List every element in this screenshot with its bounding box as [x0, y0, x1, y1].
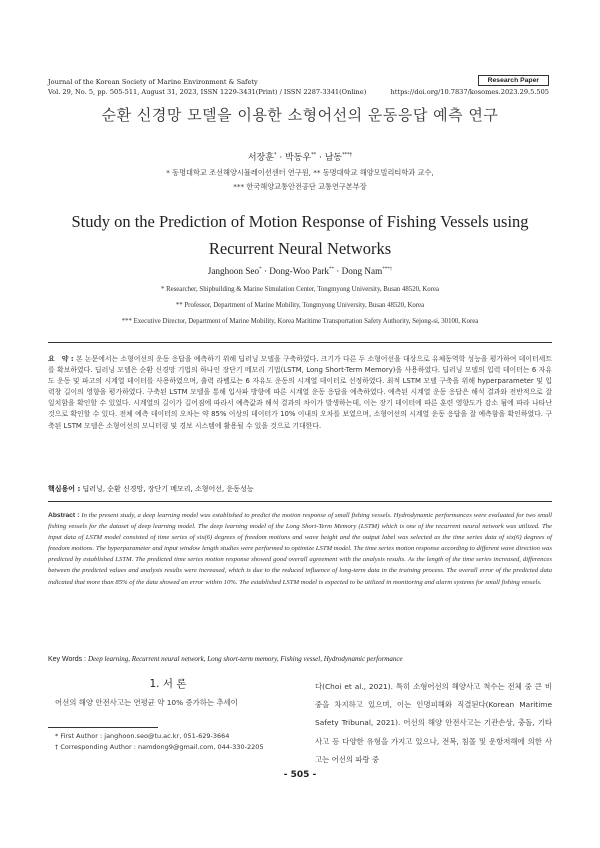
title-english-line-2: Recurrent Neural Networks — [208, 239, 392, 258]
abstract-english-text: In the present study, a deep learning model was established to predict the motion response of small fishing vessels. Hydrodynamic performances were evaluated for two small fishing vessels for the dataset of deep learning model. The deep learning model of the Long Short-Term Memory (LSTM) which is one of the recurrent neural network was utilized. The input data of LSTM model consisted of time series of six(6) degrees of freedom motions and wave height and the output label was selected as the time series data of six(6) degrees of freedom motions. The hyperparameter and input window length studies were performed to optimize LSTM model. The time series motion response according to different wave direction was predicted by established LSTM. The predicted time series motion response showed good overall agreement with the analysis results. As the length of the time series increased, differences between the predicted values and analysis results were increased, which is due to the reduced influence of long-term data in the training process. The overall error of the predicted data indicated that more than 85% of the data showed an error within 10%. The established LSTM model is expected to be utilized in monitoring and alarm systems for small fishing vessels. — [48, 512, 553, 586]
divider-middle — [48, 501, 552, 502]
author-3: 남동 — [324, 153, 343, 163]
title-english-line-1: Study on the Prediction of Motion Response of Fishing Vessels using — [71, 212, 529, 231]
footnote-corresponding-author: † Corresponding Author : namdong9@gmail.com, 044-330-2205 — [55, 743, 264, 751]
author-3-en-mark: ***† — [382, 266, 393, 272]
authors-english — [0, 266, 600, 276]
divider-top — [48, 342, 552, 343]
affiliation-english-2: ** Professor, Department of Marine Mobility, Tongmyong University, Busan 48520, Korea — [175, 302, 425, 309]
abstract-korean — [48, 354, 552, 432]
footnotes — [55, 731, 295, 753]
author-separator: · — [333, 266, 342, 276]
author-2-mark: ** — [311, 152, 317, 158]
author-separator: · — [261, 266, 270, 276]
body-column-left: 어선의 해양 안전사고는 연평균 약 10% 증가하는 추세이 — [55, 698, 238, 707]
research-paper-badge: Research Paper — [478, 75, 549, 86]
section-heading-introduction: 1. 서 론 — [149, 678, 187, 690]
author-1: 서장훈 — [247, 153, 274, 163]
affiliation-english-1: * Researcher, Shipbuilding & Marine Simulation Center, Tongmyong University, Busan 48520, Korea — [161, 286, 439, 293]
author-3-mark: ***† — [342, 152, 353, 158]
authors-korean — [0, 150, 600, 163]
abstract-korean-text: 본 논문에서는 소형어선의 운동 응답을 예측하기 위해 딥러닝 모델을 구축하였다. 크기가 다른 두 소형어선을 대상으로 유체동역학 성능을 평가하여 데이터세트를 확보하였다. 딥러닝 모델은 순환 신경망 기법의 하나인 장단기 메모리 기법(LSTM, Long Short-Term Memory)을 사용하였다. 딥러닝 모델의 입력 데이터는 6 자유도 운동 및 파고의 시계열 데이터를 사용하였으며, 출력 라벨로는 6 자유도 운동의 시계열 데이터로 선정하였다. 최적 LSTM 모델 구축을 위해 hyperparameter 및 입력창 길이의 영향을 평가하였다. 구축된 LSTM 모델을 통해 입사파 방향에 따른 시계열 운동 응답을 예측하였다. 예측된 시계열 운동 응답은 해석 결과와 전반적으로 잘 일치함을 확인할 수 있었다. 시계열의 길이가 길어짐에 따라서 예측값과 해석 결과의 차이가 발생하는데, 이는 장기 데이터에 따른 훈련 영향도가 감소 됨에 따라 나타난 것으로 확인할 수 있다. 전체 예측 데이터의 오차는 약 85% 이상의 데이터가 10% 이내의 오차를 보였으며, 소형어선의 시계열 운동 응답을 잘 예측함을 확인하였다. 구축된 LSTM 모델은 소형어선의 모니터링 및 경보 시스템에 활용될 수 있을 것으로 기대한다. — [48, 355, 552, 430]
journal-volume: Vol. 29, No. 5, pp. 505-511, August 31, 2023, ISSN 1229-3431(Print) / ISSN 2287-3341(Online) — [48, 87, 367, 96]
keywords-korean-label: 핵심용어 : — [48, 485, 81, 493]
keywords-english — [48, 655, 552, 663]
affiliation-korean-2: *** 한국해양교통안전공단 교통연구본부장 — [233, 182, 367, 191]
keywords-english-label: Key Words : — [48, 656, 86, 663]
abstract-english — [48, 510, 552, 588]
author-3-en: Dong Nam — [341, 266, 383, 276]
journal-info — [48, 78, 366, 97]
keywords-english-text: Deep learning, Recurrent neural network, Long short-term memory, Fishing vessel, Hydrodynamic performance — [87, 655, 403, 663]
title-english — [30, 208, 570, 262]
journal-name: Journal of the Korean Society of Marine Environment & Safety — [48, 78, 258, 86]
footnote-divider — [48, 727, 158, 728]
abstract-english-label: Abstract : — [48, 512, 80, 519]
author-2-en: Dong-Woo Park — [269, 266, 329, 276]
author-1-mark: * — [273, 152, 277, 158]
doi-link[interactable]: https://doi.org/10.7837/kosomes.2023.29.5.505 — [390, 88, 549, 96]
affiliation-english-3: *** Executive Director, Department of Marine Mobility, Korea Maritime Transportation Safety Authority, Sejong-si, 30100, Korea — [121, 318, 479, 325]
author-1-en: Janghoon Seo — [207, 266, 260, 276]
title-korean: 순환 신경망 모델을 이용한 소형어선의 운동응답 예측 연구 — [101, 106, 499, 124]
keywords-korean-text: 딥러닝, 순환 신경망, 장단기 메모리, 소형어선, 운동성능 — [82, 485, 254, 493]
abstract-korean-label: 요 약 : — [48, 355, 74, 363]
affiliation-korean-1: * 동명대학교 조선해양시뮬레이션센터 연구원, ** 동명대학교 해양모빌리티학과 교수, — [166, 168, 434, 177]
page-number: - 505 - — [283, 770, 317, 780]
author-2-en-mark: ** — [328, 266, 334, 272]
keywords-korean — [48, 484, 552, 494]
footnote-first-author: * First Author : janghoon.seo@tu.ac.kr, 051-629-3664 — [55, 732, 230, 740]
author-2: 박동우 — [285, 153, 312, 163]
author-1-en-mark: * — [259, 266, 262, 272]
body-column-right: 다(Choi et al., 2021). 특히 소형어선의 해양사고 척수는 전체 중 큰 비중을 차지하고 있으며, 이는 인명피해와 직결된다(Korean Maritime Safety Tribunal, 2021). 어선의 해양 안전사고는 기관손상, 충돌, 기타사고 등 다양한 유형을 가지고 있으나, 전복, 침몰 및 운항저해에 의한 사고는 어선의 파랑 중 — [315, 682, 552, 764]
author-separator: · — [316, 153, 325, 163]
author-separator: · — [276, 153, 286, 163]
